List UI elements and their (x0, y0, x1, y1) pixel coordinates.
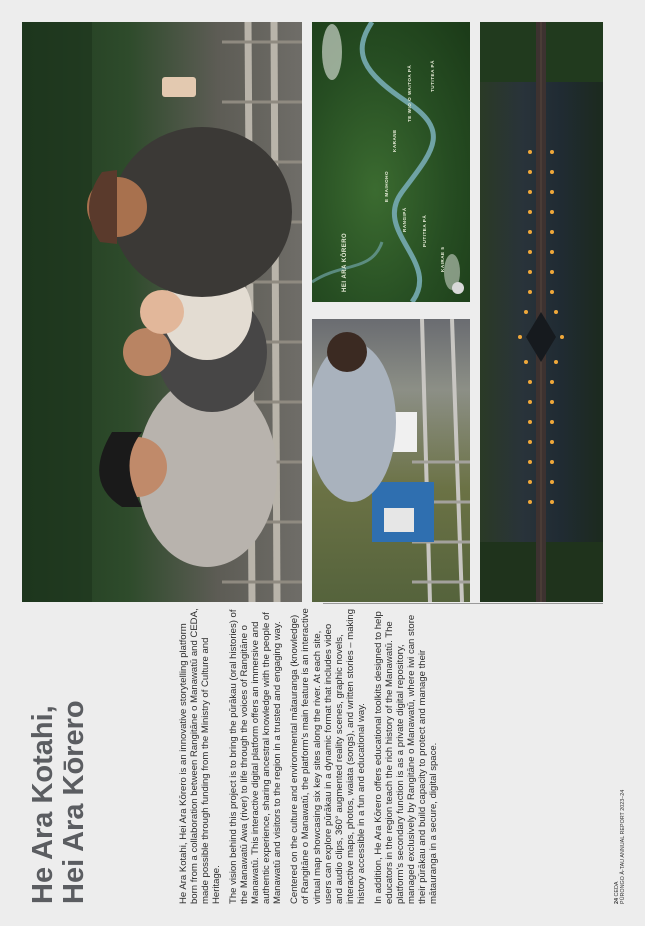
map-label-6: PUTITEA PĀ (422, 214, 427, 247)
title-line-2: Hei Ara Kōrero (58, 700, 90, 904)
map-label-7: KAIRAE 5 (440, 246, 445, 272)
map-label-4: E MAIHOHO (384, 170, 389, 202)
bridge-night-photo (480, 22, 603, 602)
title-line-1: He Ara Kotahi, (27, 705, 59, 904)
paragraph-intro: He Ara Kotahi, Hei Ara Kōrero is an innovative storytelling platform born from a collaboration between Rangitāne o Manawatū and CEDA, made possible through funding from the Ministry of Culture and Heritage. (178, 608, 223, 904)
family-selfie-photo (22, 22, 302, 602)
page-title (28, 700, 90, 904)
map-label-5: RANGIPĀ (402, 207, 407, 232)
map-label-1: HEI ARA KŌRERO (342, 232, 348, 292)
map-label-2: TE WIO O WAITOA PĀ (407, 64, 412, 122)
river-map-photo (312, 22, 470, 302)
page-footer (614, 790, 627, 904)
paragraph-vision: The vision behind this project is to bring the pūrākau (oral histories) of the Manawatū Awa (river) to life through the voices of Rangitāne o Manawatū. This interactive digital platform offers an immersive and authentic experience, sharing ancestral knowledge with the people of Manawatū and visitors to the region in a trusted and engaging way. (228, 609, 284, 904)
kiosk-photo (312, 319, 470, 602)
footer-report-title: PŪRONGO Ā-TAU ANNUAL REPORT 2023–24 (620, 789, 627, 904)
page-number: 24 (614, 898, 620, 904)
paragraph-toolkits: In addition, He Ara Kōrero offers educational toolkits designed to help educators in the region teach the rich history of the Manawatū. The platform's secondary function is as a private digital repository, managed exclusively by Rangitāne o Manawatū, where iwi can store their pūrākau and build capacity to protect and manage their mātauranga in a secure, digital space. (372, 611, 439, 904)
map-label-3: KARANE (392, 129, 397, 152)
footer-org: CEDA (614, 881, 620, 897)
body-text (178, 606, 445, 904)
column-divider (323, 603, 603, 604)
paragraph-features: Centered on the culture and environmental mātauranga (knowledge) of Rangitāne o Manawatū, the platform's main feature is an interactive virtual map showcasing six key sites along the river. At each site, users can explore pūrākau in a dynamic format that includes video and audio clips, 360° augmented reality scenes, graphic novels, interactive maps, photos, waiata (songs), and written stories – making history accessible in a fun and educational way. (289, 608, 367, 904)
map-label-8: TUTITEA PĀ (430, 60, 435, 92)
